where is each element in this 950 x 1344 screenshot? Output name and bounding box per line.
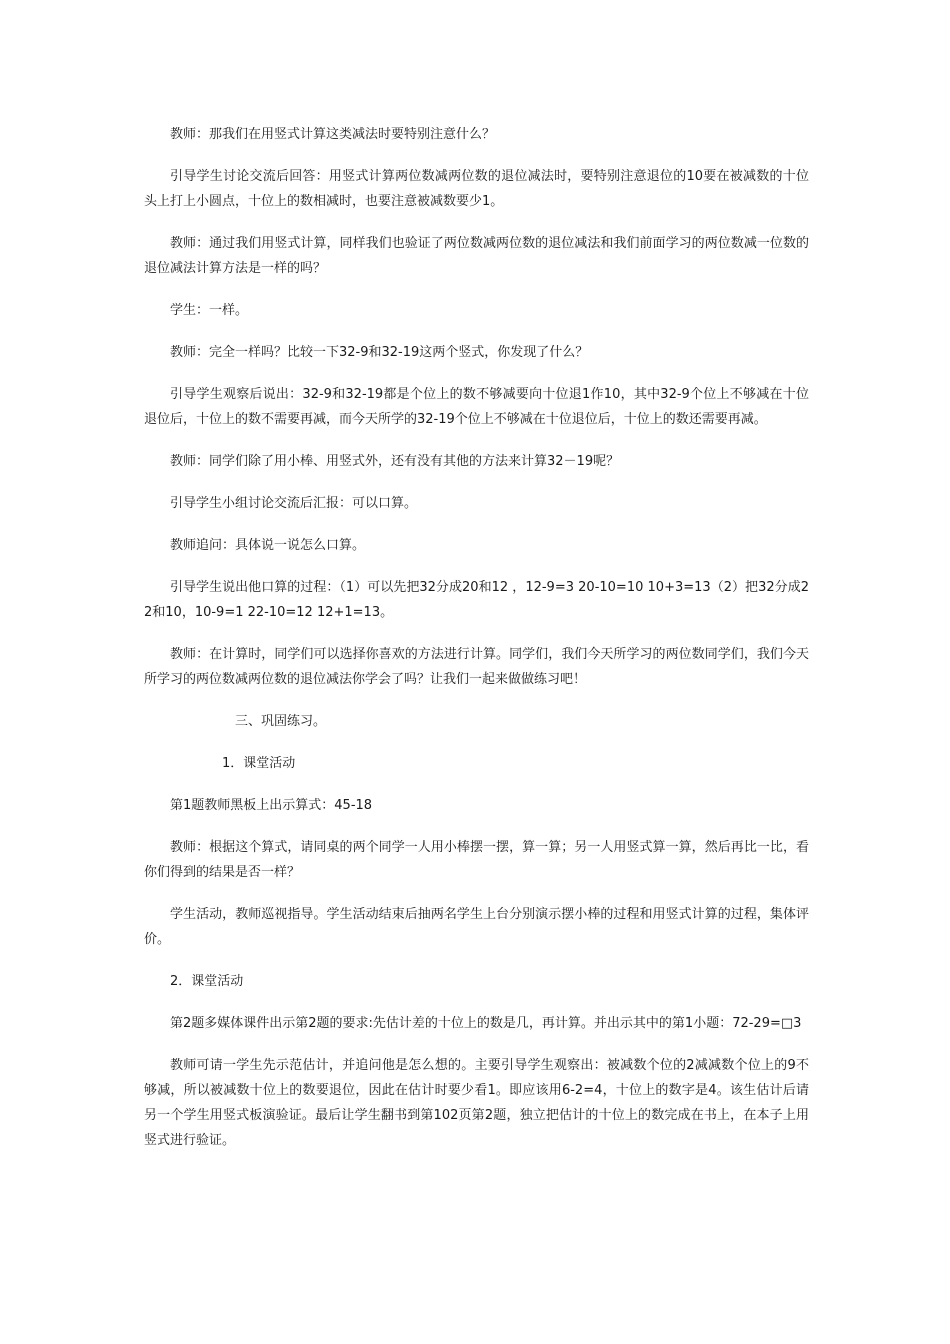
paragraph-19: 教师可请一学生先示范估计，并追问他是怎么想的。主要引导学生观察出：被减数个位的2减减数个位上的9不够减，所以被减数十位上的数要退位，因此在估计时要少看1。即应该用6-2=4，十位上的数字是4。该生估计后请另一个学生用竖式板演验证。最后让学生翻书到第102页第2题，独立把估计的十位上的数完成在书上，在本子上用竖式进行验证。 (144, 1058, 809, 1148)
subheading-activity-2: 2．课堂活动 (170, 974, 244, 989)
paragraph-15: 教师：根据这个算式，请同桌的两个同学一人用小棒摆一摆，算一算；另一人用竖式算一算，然后再比一比，看你们得到的结果是否一样？ (144, 840, 809, 880)
paragraph-18: 第2题多媒体课件出示第2题的要求:先估计差的十位上的数是几，再计算。并出示其中的第1小题：72-29=□3 (170, 1016, 802, 1031)
paragraph-7: 教师：同学们除了用小棒、用竖式外，还有没有其他的方法来计算32－19呢？ (170, 454, 620, 469)
paragraph-9: 教师追问：具体说一说怎么口算。 (170, 538, 366, 553)
paragraph-4: 学生：一样。 (170, 303, 249, 318)
paragraph-16: 学生活动，教师巡视指导。学生活动结束后抽两名学生上台分别演示摆小棒的过程和用竖式计算的过程，集体评价。 (144, 907, 809, 947)
paragraph-5: 教师：完全一样吗？比较一下32-9和32-19这两个竖式，你发现了什么？ (170, 345, 589, 360)
paragraph-3: 教师：通过我们用竖式计算，同样我们也验证了两位数减两位数的退位减法和我们前面学习的两位数减一位数的退位减法计算方法是一样的吗？ (144, 236, 809, 276)
paragraph-11: 教师：在计算时，同学们可以选择你喜欢的方法进行计算。同学们，我们今天所学习的两位数同学们，我们今天所学习的两位数减两位数的退位减法你学会了吗？让我们一起来做做练习吧！ (144, 647, 809, 687)
paragraph-6: 引导学生观察后说出：32-9和32-19都是个位上的数不够减要向十位退1作10，其中32-9个位上不够减在十位退位后，十位上的数不需要再减，而今天所学的32-19个位上不够减在十位退位后，十位上的数还需要再减。 (144, 387, 809, 427)
paragraph-10: 引导学生说出他口算的过程：（1）可以先把32分成20和12 ，12-9=3 20-10=10 10+3=13（2）把32分成22和10，10-9=1 22-10=12 12+1=13。 (144, 580, 809, 620)
subheading-activity-1: 1．课堂活动 (222, 756, 296, 771)
section-heading: 三、巩固练习。 (235, 714, 327, 729)
paragraph-8: 引导学生小组讨论交流后汇报：可以口算。 (170, 496, 418, 511)
paragraph-1: 教师：那我们在用竖式计算这类减法时要特别注意什么？ (170, 127, 496, 142)
document-page (144, 122, 809, 1170)
paragraph-14: 第1题教师黑板上出示算式：45-18 (170, 798, 373, 813)
paragraph-2: 引导学生讨论交流后回答：用竖式计算两位数减两位数的退位减法时，要特别注意退位的10要在被减数的十位头上打上小圆点，十位上的数相减时，也要注意被减数要少1。 (144, 169, 809, 209)
